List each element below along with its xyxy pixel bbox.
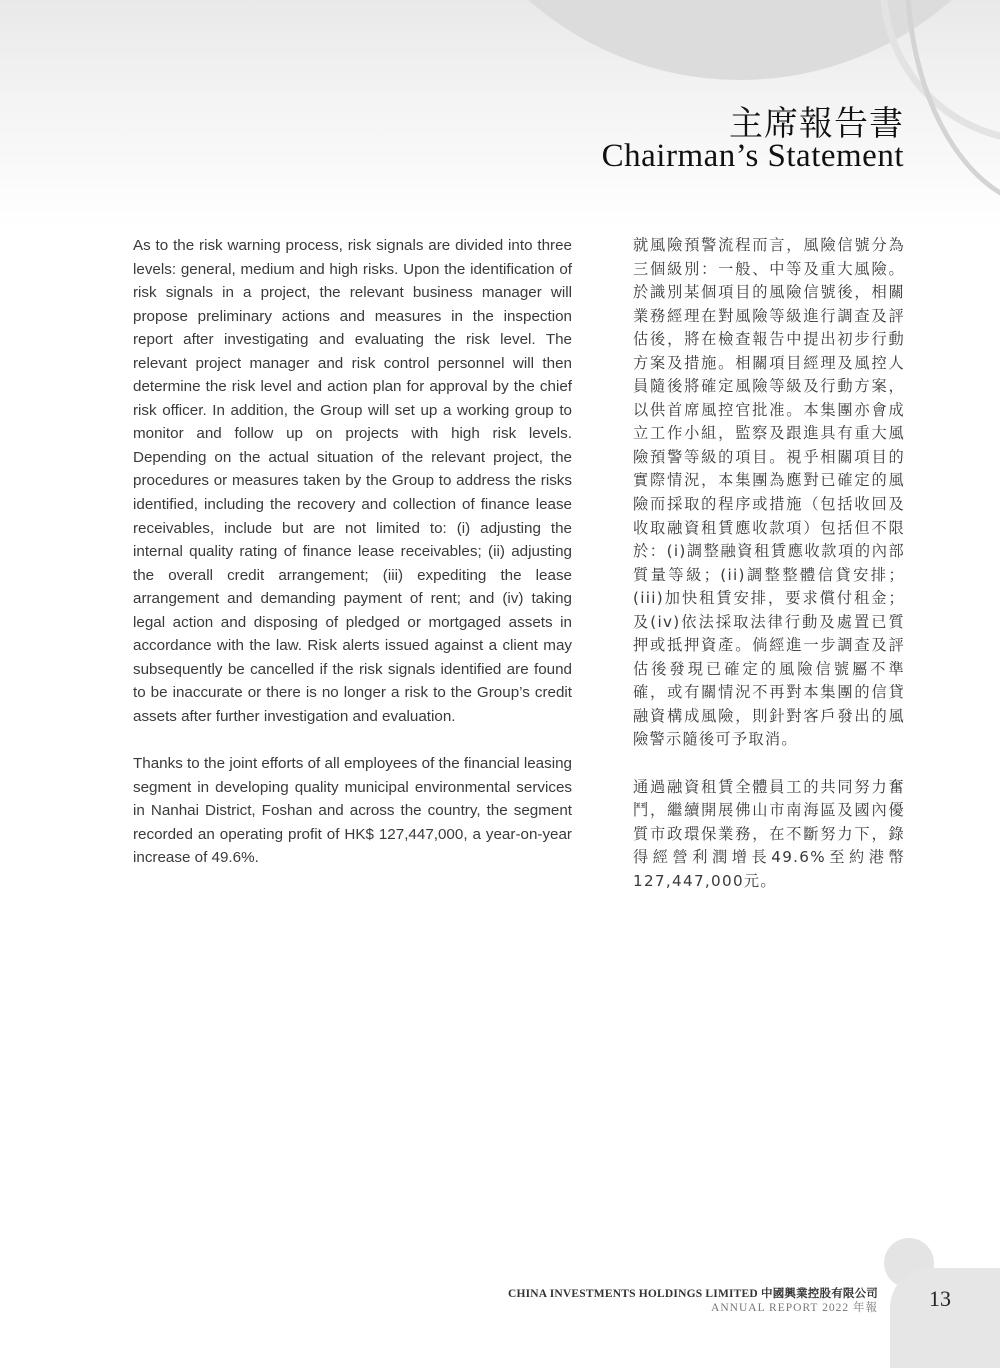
page-number: 13 <box>929 1286 951 1311</box>
chinese-paragraph-risk-warning: 就風險預警流程而言，風險信號分為三個級別：一般、中等及重大風險。於識別某個項目的風險信號後，相關業務經理在對風險等級進行調查及評估後，將在檢查報告中提出初步行動方案及措施。相關項目經理及風控人員隨後將確定風險等級及行動方案，以供首席風控官批准。本集團亦會成立工作小組，監察及跟進具有重大風險預警等級的項目。視乎相關項目的實際情況，本集團為應對已確定的風險而採取的程序或措施（包括收回及收取融資租賃應收款項）包括但不限於：(i)調整融資租賃應收款項的內部質量等級；(ii)調整整體信貸安排；(iii)加快租賃安排，要求償付租金；及(iv)依法採取法律行動及處置已質押或抵押資產。倘經進一步調查及評估後發現已確定的風險信號屬不準確，或有關情況不再對本集團的信貸融資構成風險，則針對客戶發出的風險警示隨後可予取消。 <box>633 236 905 749</box>
footer-report-title: ANNUAL REPORT 2022 年報 <box>711 1302 878 1314</box>
chinese-paragraph-operating-profit: 通過融資租賃全體員工的共同努力奮鬥，繼續開展佛山市南海區及國內優質市政環保業務，在不斷努力下，錄得經營利潤增長49.6%至約港幣127,447,000元。 <box>633 777 905 890</box>
page-title-english: Chairman’s Statement <box>601 138 904 174</box>
english-paragraph-operating-profit: Thanks to the joint efforts of all employees of the financial leasing segment in developing quality municipal environmental services in Nanhai District, Foshan and across the country, the segment recorded an operating profit of HK$ 127,447,000, a year-on-year increase of 49.6%. <box>133 754 572 867</box>
english-paragraph-risk-warning: As to the risk warning process, risk signals are divided into three levels: general, medium and high risks. Upon the identification of risk signals in a project, the relevant business manager will propose preliminary actions and measures in the inspection report after investigating and evaluating the risk level. The relevant project manager and risk control personnel will then determine the risk level and action plan for approval by the chief risk officer. In addition, the Group will set up a working group to monitor and follow up on projects with high risk levels. Depending on the actual situation of the relevant project, the procedures or measures taken by the Group to address the risks identified, including the recovery and collection of finance lease receivables, include but are not limited to: (i) adjusting the internal quality rating of finance lease receivables; (ii) adjusting the overall credit arrangement; (iii) expediting the lease arrangement and demanding payment of rent; and (iv) taking legal action and disposing of pledged or mortgaged assets in accordance with the law. Risk alerts issued against a client may subsequently be cancelled if the risk signals identified are found to be inaccurate or there is no longer a risk to the Group’s credit assets after further investigation and evaluation. <box>133 237 572 725</box>
page-title-chinese: 主席報告書 <box>729 104 904 144</box>
chinese-column <box>633 234 905 917</box>
footer-company-name: CHINA INVESTMENTS HOLDINGS LIMITED 中國興業控股有限公司 <box>507 1288 878 1300</box>
english-column <box>133 234 572 893</box>
footer-page-tab <box>890 1268 1000 1368</box>
